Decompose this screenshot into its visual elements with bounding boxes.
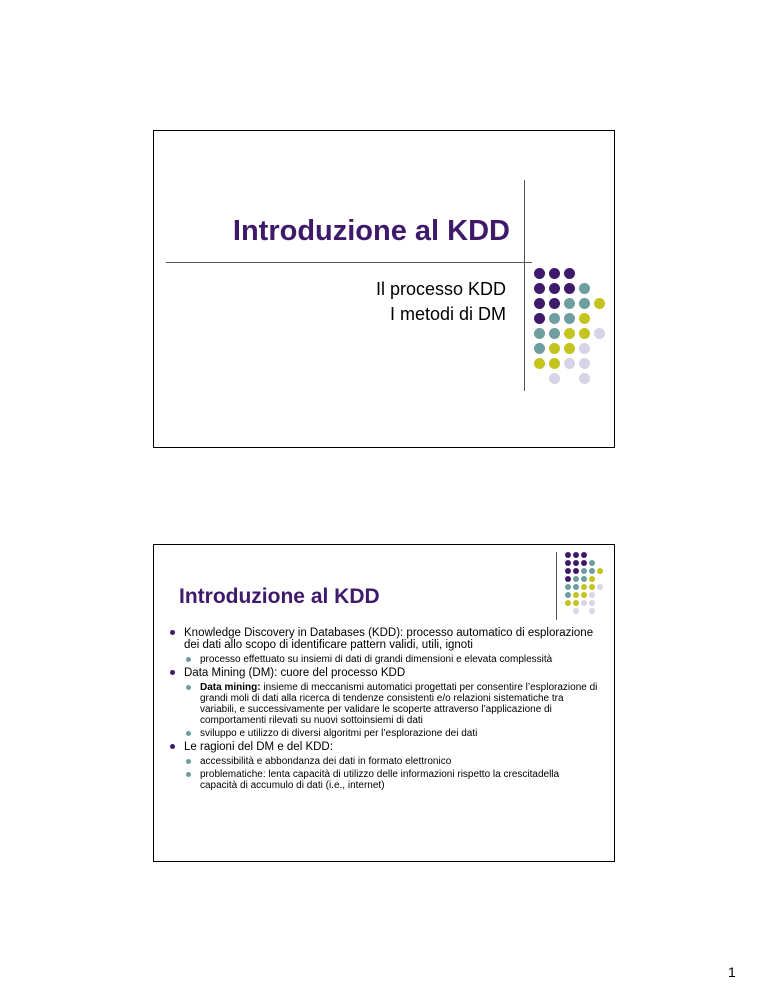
decorative-dot: [565, 552, 571, 558]
decorative-dot: [565, 600, 571, 606]
decorative-dot: [589, 576, 595, 582]
decorative-dot: [581, 600, 587, 606]
decorative-dot: [589, 600, 595, 606]
decorative-dot: [564, 283, 575, 294]
slide-2-content: [168, 627, 598, 793]
decorative-dot: [589, 568, 595, 574]
vertical-divider: [556, 552, 557, 620]
decorative-dot: [573, 600, 579, 606]
sub-bullet: [168, 682, 598, 726]
decorative-dot: [579, 298, 590, 309]
slide-1-subtitles: [376, 277, 506, 327]
decorative-dot: [534, 298, 545, 309]
decorative-dot: [565, 560, 571, 566]
decorative-dot: [594, 328, 605, 339]
decorative-dot: [565, 576, 571, 582]
bullet-3: Le ragioni del DM e del KDD:: [168, 741, 598, 753]
decorative-dot: [549, 313, 560, 324]
sub-bullet: sviluppo e utilizzo di diversi algoritmi per l’esplorazione dei dati: [168, 728, 598, 739]
decorative-dot: [579, 313, 590, 324]
sub-bullet: accessibilità e abbondanza dei dati in formato elettronico: [168, 756, 598, 767]
decorative-dot: [549, 358, 560, 369]
decorative-dot: [573, 584, 579, 590]
decorative-dot: [534, 283, 545, 294]
decorative-dot: [564, 298, 575, 309]
decorative-dot: [565, 568, 571, 574]
sub-bullet: problematiche: lenta capacità di utilizzo delle informazioni rispetto la crescitadella capacità di accumulo di dati (i.e., internet): [168, 769, 598, 791]
decorative-dot: [534, 358, 545, 369]
decorative-dot: [564, 313, 575, 324]
decorative-dot: [579, 358, 590, 369]
slide-1-title: Introduzione al KDD: [232, 215, 510, 247]
decorative-dot: [573, 576, 579, 582]
decorative-dot: [579, 373, 590, 384]
page-number: 1: [728, 964, 736, 980]
decorative-dot: [534, 268, 545, 279]
decorative-dot: [565, 592, 571, 598]
decorative-dot: [597, 584, 603, 590]
subtitle-1: Il processo KDD: [375, 279, 506, 299]
decorative-dot: [549, 343, 560, 354]
slide-1: [153, 130, 615, 448]
decorative-dot: [573, 568, 579, 574]
decorative-dot: [534, 328, 545, 339]
decorative-dot: [564, 268, 575, 279]
decorative-dot: [564, 358, 575, 369]
decorative-dot: [573, 608, 579, 614]
decorative-dot: [534, 313, 545, 324]
slide-2: [153, 544, 615, 862]
decorative-dot: [579, 283, 590, 294]
decorative-dot: [581, 552, 587, 558]
subtitle-2: I metodi di DM: [389, 304, 506, 324]
decorative-dot: [573, 592, 579, 598]
decorative-dot: [581, 584, 587, 590]
decorative-dot: [594, 298, 605, 309]
decorative-dot: [579, 328, 590, 339]
decorative-dot: [581, 560, 587, 566]
decorative-dot: [597, 568, 603, 574]
decorative-dot: [564, 328, 575, 339]
decorative-dot: [573, 560, 579, 566]
decorative-dot: [549, 373, 560, 384]
bullet-2: Data Mining (DM): cuore del processo KDD: [168, 667, 598, 679]
decorative-dot: [534, 343, 545, 354]
decorative-dot: [564, 343, 575, 354]
decorative-dot: [581, 592, 587, 598]
decorative-dot: [565, 584, 571, 590]
term-definition: insieme di meccanismi automatici progettati per consentire l’esplorazione di grandi moli di dati alla ricerca di tendenze consistenti e/o relazioni sistematiche tra variabili, e successivamente per validare le scoperte attraverso l’applicazione di comportamenti rilevati su nuovi sottoinsiemi di dati: [200, 682, 598, 726]
bullet-1: Knowledge Discovery in Databases (KDD): processo automatico di esplorazione dei dati allo scopo di identificare pattern validi, utili, ignoti: [168, 627, 598, 651]
decorative-dot: [589, 592, 595, 598]
decorative-dot: [581, 576, 587, 582]
decorative-dot: [589, 584, 595, 590]
sub-bullet: processo effettuato su insiemi di dati di grandi dimensioni e elevata complessità: [168, 654, 598, 665]
decorative-dot: [549, 298, 560, 309]
decorative-dot: [549, 328, 560, 339]
decorative-dot: [549, 268, 560, 279]
decorative-dot: [581, 568, 587, 574]
slide-2-title: Introduzione al KDD: [179, 585, 380, 608]
decorative-dot: [573, 552, 579, 558]
decorative-dot: [549, 283, 560, 294]
title-divider: [166, 262, 532, 263]
decorative-dot: [589, 608, 595, 614]
vertical-divider: [524, 180, 525, 391]
decorative-dot: [579, 343, 590, 354]
decorative-dot: [589, 560, 595, 566]
term-label: Data mining:: [200, 682, 261, 693]
